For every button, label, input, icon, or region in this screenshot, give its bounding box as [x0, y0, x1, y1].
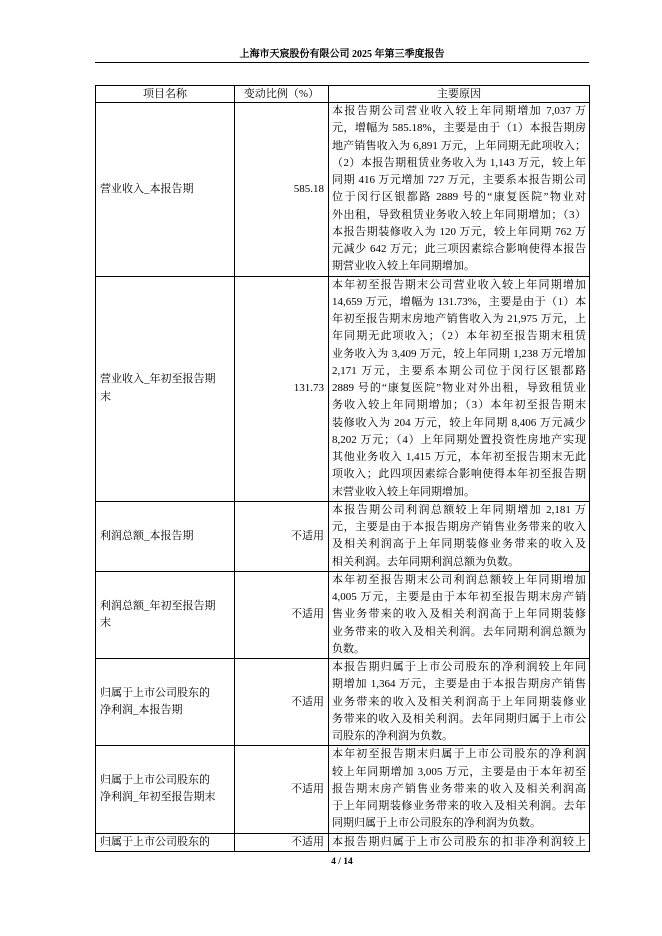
reason-line: 本报告期公司利润总额较上年同期增加 2,181 万	[332, 503, 586, 516]
reason-line: 本报告期归属于上市公司股东的净利润较上年同	[332, 661, 586, 673]
reason-line: 期营业收入较上年同期增加。	[332, 260, 475, 273]
reason-line: 售业务带来的收入及相关利润高于上年同期装修	[332, 608, 586, 621]
table-row	[96, 659, 590, 746]
report-header-title: 上海市天宸股份有限公司 2025 年第三季度报告	[239, 49, 445, 60]
item-name-line: 归属于上市公司股东的	[100, 686, 210, 699]
table-header-row	[96, 86, 590, 103]
table-row	[96, 571, 590, 658]
page-number: 4 / 14	[331, 857, 353, 867]
reason-line: 本报告期归属于上市公司股东的扣非净利润较上	[332, 835, 586, 848]
item-name-line: 利润总额_年初至报告期	[100, 599, 216, 612]
header-change-ratio: 变动比例（%）	[235, 86, 329, 103]
table-row	[96, 746, 590, 833]
reason-line: 本报告期装修收入为 120 万元，较上年同期 762 万	[332, 225, 586, 238]
table-row	[96, 103, 590, 277]
item-name-line: 归属于上市公司股东的	[100, 835, 210, 848]
reason-line: 外出租，导致租赁业务收入较上年同期增加；（3）	[332, 208, 586, 221]
main-reason-cell	[329, 501, 590, 571]
item-name-line: 营业收入_本报告期	[100, 182, 194, 195]
reason-line: 本年初至报告期末公司利润总额较上年同期增加	[332, 573, 586, 586]
change-ratio-cell: 不适用	[235, 833, 329, 851]
reason-line: 元，增幅为 585.18%，主要是由于（1）本报告期房	[332, 122, 586, 135]
reason-line: 年同期无此项收入；（2）本年初至报告期末租赁	[332, 330, 586, 343]
reason-line: 务收入较上年同期增加；（3）本年初至报告期末	[332, 399, 586, 412]
item-name-line: 净利润_年初至报告期末	[100, 791, 216, 804]
reason-line: 地产销售收入为 6,891 万元，上年同期无此项收入；	[332, 139, 586, 152]
reason-line: 本年初至报告期末公司营业收入较上年同期增加	[332, 278, 586, 291]
table-row	[96, 501, 590, 571]
main-reason-cell	[329, 746, 590, 833]
table-row	[96, 276, 590, 501]
main-reason-cell	[329, 103, 590, 277]
header-rule	[95, 62, 589, 63]
reason-line: 14,659 万元，增幅为 131.73%，主要是由于（1）本	[332, 295, 586, 308]
reason-line: 报告期末房产销售业务带来的收入及相关利润高	[332, 782, 586, 795]
item-name-cell	[96, 501, 235, 571]
table-body	[96, 103, 590, 852]
table-head	[96, 86, 590, 103]
reason-line: 年初至报告期末房地产销售收入为 21,975 万元，上	[332, 313, 586, 325]
reason-line: 末营业收入较上年同期增加。	[332, 485, 475, 498]
reason-line: 负数。	[332, 642, 365, 655]
item-name-line: 末	[100, 616, 111, 629]
reason-line: 2889 号的“康复医院”物业对外出租，导致租赁业	[332, 382, 586, 394]
reason-line: 2,171 万元，主要系本期公司位于闵行区银都路	[332, 364, 586, 377]
reason-line: 项收入；此四项因素综合影响使得本年初至报告期	[332, 468, 586, 481]
main-reason-cell	[329, 659, 590, 746]
reason-line: 业务带来的收入及相关利润高于上年同期装修业	[332, 695, 586, 708]
reason-line: 业务收入为 3,409 万元，较上年同期 1,238 万元增加	[332, 347, 586, 360]
item-name-cell	[96, 659, 235, 746]
change-ratio-cell: 不适用	[235, 746, 329, 833]
item-name-cell	[96, 103, 235, 277]
item-name-line: 营业收入_年初至报告期	[100, 373, 216, 386]
reason-line: 业务带来的收入及相关利润。去年同期利润总额为	[332, 625, 586, 638]
main-reason-cell	[329, 833, 590, 851]
reason-line: 司股东的净利润为负数。	[332, 730, 453, 742]
item-name-line: 利润总额_本报告期	[100, 529, 194, 542]
reason-line: 其他业务收入 1,415 万元，本年初至报告期末无此	[332, 451, 586, 463]
reason-line: 8,202 万元；（4）上年同期处置投资性房地产实现	[332, 433, 586, 446]
main-reason-cell	[329, 571, 590, 658]
reason-line: （2）本报告期租赁业务收入为 1,143 万元，较上年	[332, 156, 586, 169]
change-ratio-cell: 585.18	[235, 103, 329, 277]
reason-line: 同期归属于上市公司股东的净利润为负数。	[332, 817, 541, 830]
reason-line: 4,005 万元，主要是由于本年初至报告期末房产销	[332, 591, 586, 603]
reason-line: 元减少 642 万元；此三项因素综合影响使得本报告	[332, 243, 586, 255]
reason-line: 较上年同期增加 3,005 万元，主要是由于本年初至	[332, 765, 586, 778]
reason-line: 期增加 1,364 万元，主要是由于本报告期房产销售	[332, 678, 586, 691]
reason-line: 于上年同期装修业务带来的收入及相关利润。去年	[332, 800, 586, 812]
item-name-line: 归属于上市公司股东的	[100, 774, 210, 787]
reason-line: 元，主要是由于本报告期房产销售业务带来的收入	[332, 521, 586, 533]
reason-line: 同期 416 万元增加 727 万元，主要系本报告期公司	[332, 174, 586, 186]
change-ratio-cell: 不适用	[235, 571, 329, 658]
reason-line: 本报告期公司营业收入较上年同期增加 7,037 万	[332, 105, 586, 117]
reason-line: 本年初至报告期末归属于上市公司股东的净利润	[332, 748, 586, 761]
change-ratio-cell: 131.73	[235, 276, 329, 501]
change-ratio-cell: 不适用	[235, 659, 329, 746]
header-item-name: 项目名称	[96, 86, 235, 103]
table-row	[96, 833, 590, 851]
item-name-line: 净利润_本报告期	[100, 704, 183, 717]
change-ratio-cell: 不适用	[235, 501, 329, 571]
item-name-line: 末	[100, 390, 111, 403]
header-main-reason: 主要原因	[329, 86, 590, 103]
reason-line: 相关利润。去年同期利润总额为负数。	[332, 555, 519, 568]
reason-line: 及相关利润高于上年同期装修业务带来的收入及	[332, 538, 586, 551]
reason-line: 装修收入为 204 万元，较上年同期 8,406 万元减少	[332, 416, 586, 429]
reason-line: 位于闵行区银都路 2889 号的“康复医院”物业对	[332, 191, 586, 204]
item-name-cell	[96, 571, 235, 658]
main-reason-cell	[329, 276, 590, 501]
change-reason-table	[95, 85, 590, 852]
item-name-cell	[96, 833, 235, 851]
reason-line: 务带来的收入及相关利润。去年同期归属于上市公	[332, 712, 586, 725]
item-name-cell	[96, 746, 235, 833]
item-name-cell	[96, 276, 235, 501]
